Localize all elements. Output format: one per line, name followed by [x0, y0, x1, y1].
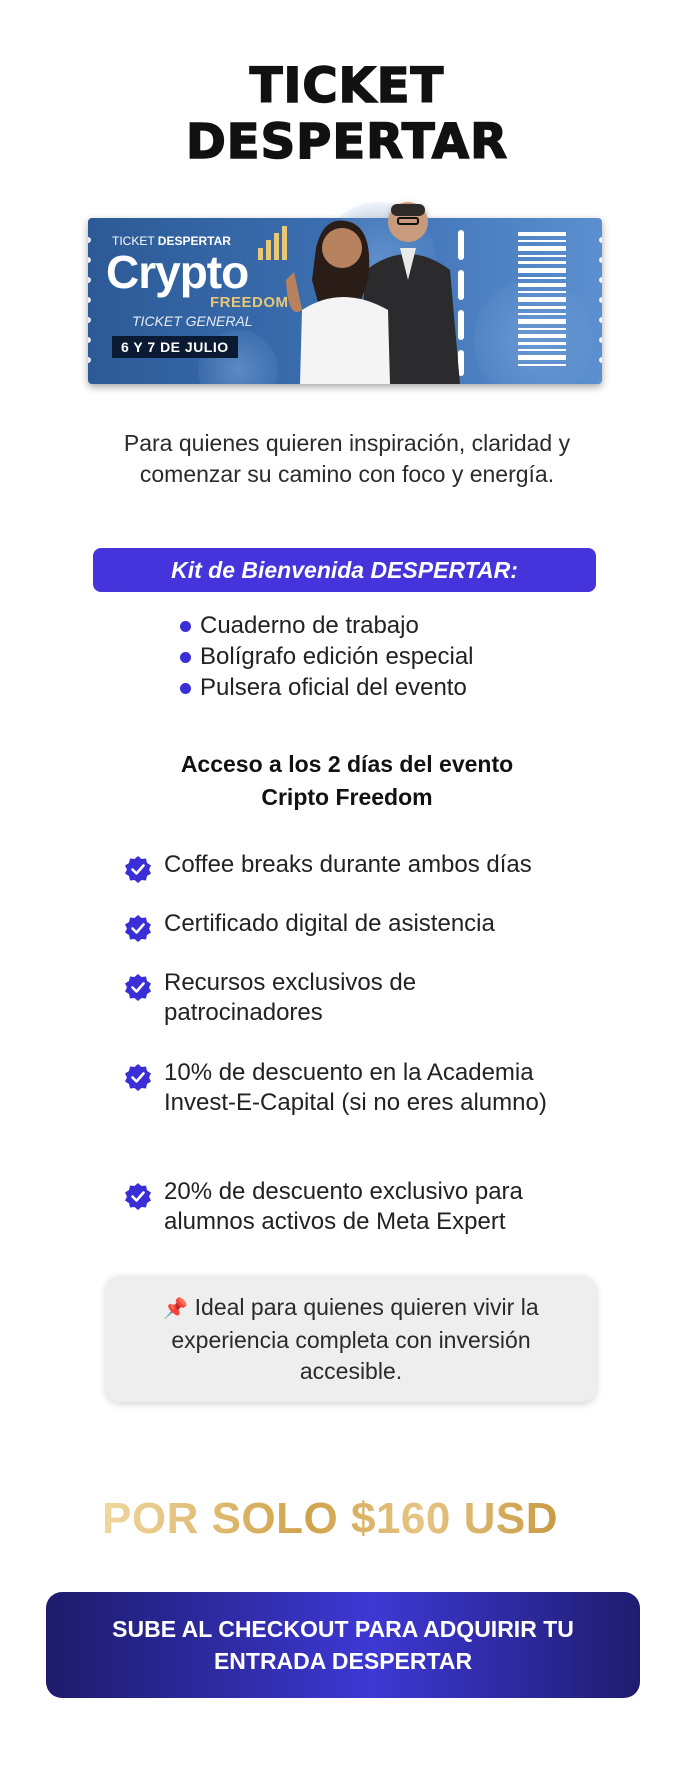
list-item	[178, 610, 474, 641]
ticket-brand: Crypto	[106, 246, 249, 298]
ticket-date: 6 Y 7 DE JULIO	[112, 336, 238, 358]
feature-label: 10% de descuento en la Academia Invest-E-Capital (si no eres alumno)	[164, 1059, 547, 1116]
feature-item	[124, 968, 594, 1028]
feature-label: Certificado digital de asistencia	[164, 910, 495, 937]
info-note-text: Ideal para quienes quieren vivir la experiencia completa con inversión accesible.	[171, 1294, 539, 1384]
kit-heading-label: Kit de Bienvenida DESPERTAR:	[171, 556, 518, 583]
verified-check-icon	[124, 1063, 152, 1091]
verified-check-icon	[124, 973, 152, 1001]
list-item	[178, 672, 474, 703]
feature-item	[124, 909, 594, 939]
info-note-card	[106, 1276, 596, 1402]
price-label: POR SOLO $160 USD	[102, 1494, 558, 1543]
page-title	[0, 58, 694, 170]
feature-item	[124, 1058, 594, 1118]
kit-item-label: Pulsera oficial del evento	[200, 674, 467, 701]
feature-label: Recursos exclusivos de patrocinadores	[164, 969, 417, 1026]
ticket-small-label-b: DESPERTAR	[157, 234, 231, 248]
access-heading-line1: Acceso a los 2 días del evento	[180, 751, 514, 777]
checkout-button-line2: ENTRADA DESPERTAR	[213, 1648, 473, 1674]
checkout-button-line1: SUBE AL CHECKOUT PARA ADQUIRIR TU	[112, 1616, 574, 1642]
feature-item	[124, 1177, 594, 1237]
feature-label: Coffee breaks durante ambos días	[164, 851, 532, 878]
feature-label: 20% de descuento exclusivo para alumnos activos de Meta Expert	[164, 1178, 523, 1235]
bullet-icon	[180, 621, 191, 632]
access-heading	[0, 748, 694, 814]
verified-check-icon	[124, 855, 152, 883]
verified-check-icon	[124, 1182, 152, 1210]
ticket-brand-sub: FREEDOM	[210, 294, 289, 311]
checkout-button[interactable]	[46, 1592, 640, 1698]
ticket-small-label-a: TICKET	[112, 234, 155, 248]
kit-list	[178, 610, 474, 703]
page-title-line1: TICKET	[249, 58, 445, 114]
page-title-line2: DESPERTAR	[185, 114, 509, 170]
feature-item	[124, 850, 594, 880]
ticket-banner	[88, 200, 602, 384]
bullet-icon	[180, 652, 191, 663]
kit-heading	[93, 548, 596, 592]
verified-check-icon	[124, 914, 152, 942]
kit-item-label: Cuaderno de trabajo	[200, 612, 419, 639]
ticket-general-label: TICKET GENERAL	[132, 313, 253, 329]
kit-item-label: Bolígrafo edición especial	[200, 643, 474, 670]
list-item	[178, 641, 474, 672]
bullet-icon	[180, 683, 191, 694]
access-heading-line2: Cripto Freedom	[261, 784, 433, 810]
pushpin-icon: 📌	[163, 1298, 189, 1320]
ticket-description: Para quienes quieren inspiración, claridad y comenzar su camino con foco y energía.	[123, 430, 571, 487]
